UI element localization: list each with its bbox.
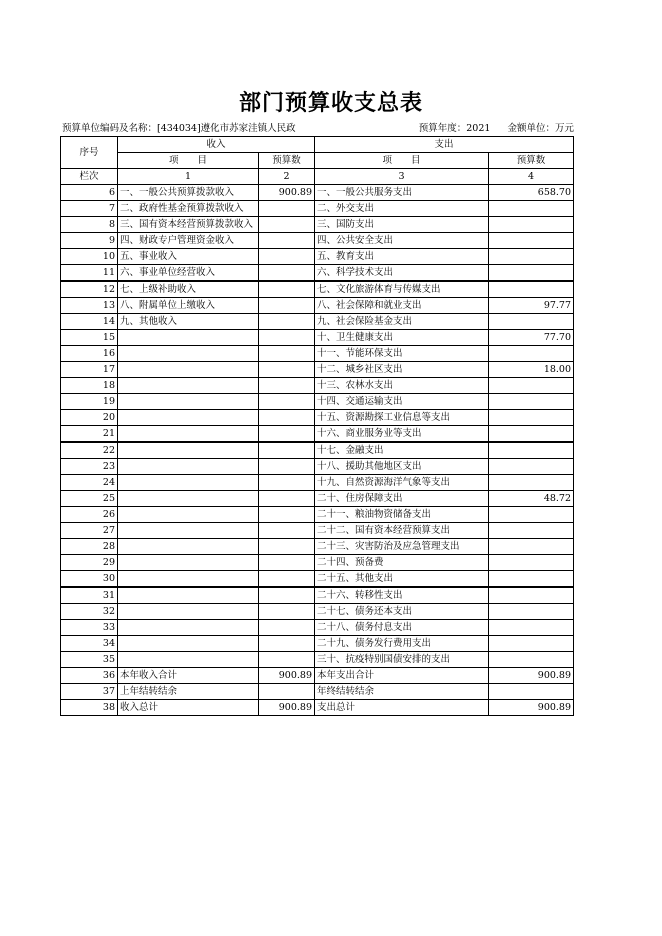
expense-item-cell: 一、一般公共服务支出 xyxy=(315,185,489,201)
income-amount-cell xyxy=(259,442,315,459)
income-item-cell: 收入总计 xyxy=(118,700,259,716)
income-amount-cell: 900.89 xyxy=(259,185,315,201)
seq-header: 序号 xyxy=(61,137,118,169)
income-item-cell xyxy=(118,636,259,652)
income-amount-cell xyxy=(259,362,315,378)
expense-item-cell: 十、卫生健康支出 xyxy=(315,330,489,346)
income-item-cell: 上年结转结余 xyxy=(118,684,259,700)
expense-amount-cell: 18.00 xyxy=(489,362,574,378)
row-number-cell: 12 xyxy=(61,281,118,298)
expense-item-cell: 二十七、债务还本支出 xyxy=(315,604,489,620)
expense-amount-cell xyxy=(489,410,574,426)
row-number-cell: 29 xyxy=(61,555,118,571)
expense-item-cell: 三十、抗疫特别国债安排的支出 xyxy=(315,652,489,668)
expense-amount-cell xyxy=(489,265,574,282)
expense-item-cell: 六、科学技术支出 xyxy=(315,265,489,282)
income-item-cell: 四、财政专户管理资金收入 xyxy=(118,233,259,249)
expense-amount-cell xyxy=(489,459,574,475)
income-amount-cell xyxy=(259,507,315,523)
expense-amount-cell xyxy=(489,249,574,265)
income-item-cell: 七、上级补助收入 xyxy=(118,281,259,298)
table-header xyxy=(61,137,574,185)
income-item-header: 项 目 xyxy=(118,153,259,169)
row-number-cell: 14 xyxy=(61,314,118,330)
table-row xyxy=(61,604,574,620)
income-item-cell xyxy=(118,587,259,604)
income-item-cell: 三、国有资本经营预算拨款收入 xyxy=(118,217,259,233)
table-row xyxy=(61,652,574,668)
income-item-cell xyxy=(118,507,259,523)
row-number-cell: 27 xyxy=(61,523,118,539)
money-unit-label: 金额单位：万元 xyxy=(507,123,574,134)
income-item-cell xyxy=(118,330,259,346)
income-item-cell: 本年收入合计 xyxy=(118,668,259,684)
income-item-cell xyxy=(118,442,259,459)
row-number-cell: 34 xyxy=(61,636,118,652)
expense-amount-cell: 77.70 xyxy=(489,330,574,346)
income-item-cell: 八、附属单位上缴收入 xyxy=(118,298,259,314)
expense-item-cell: 十一、节能环保支出 xyxy=(315,346,489,362)
expense-amount-cell xyxy=(489,571,574,588)
expense-amount-cell xyxy=(489,555,574,571)
row-number-cell: 7 xyxy=(61,201,118,217)
column-index-2: 2 xyxy=(259,169,315,185)
expense-amount-cell: 97.77 xyxy=(489,298,574,314)
row-number-cell: 32 xyxy=(61,604,118,620)
income-item-cell xyxy=(118,523,259,539)
income-amount-cell xyxy=(259,330,315,346)
expense-item-cell: 二十九、债务发行费用支出 xyxy=(315,636,489,652)
income-amount-cell xyxy=(259,620,315,636)
column-index-4: 4 xyxy=(489,169,574,185)
income-amount-cell xyxy=(259,426,315,443)
income-item-cell xyxy=(118,459,259,475)
income-amount-cell xyxy=(259,394,315,410)
row-number-cell: 31 xyxy=(61,587,118,604)
expense-item-cell: 十六、商业服务业等支出 xyxy=(315,426,489,443)
expense-amount-cell xyxy=(489,684,574,700)
expense-item-cell: 二十五、其他支出 xyxy=(315,571,489,588)
expense-amount-cell: 48.72 xyxy=(489,491,574,507)
income-amount-cell xyxy=(259,459,315,475)
income-item-cell: 六、事业单位经营收入 xyxy=(118,265,259,282)
expense-amount-cell xyxy=(489,523,574,539)
expense-amount-cell xyxy=(489,507,574,523)
row-number-cell: 16 xyxy=(61,346,118,362)
income-item-cell xyxy=(118,346,259,362)
income-amount-cell xyxy=(259,539,315,555)
income-item-cell xyxy=(118,394,259,410)
expense-item-cell: 四、公共安全支出 xyxy=(315,233,489,249)
expense-item-cell: 二十、住房保障支出 xyxy=(315,491,489,507)
table-row xyxy=(61,346,574,362)
column-index-1: 1 xyxy=(118,169,259,185)
table-row xyxy=(61,507,574,523)
expense-amount-cell xyxy=(489,201,574,217)
income-item-cell xyxy=(118,555,259,571)
income-amount-cell xyxy=(259,652,315,668)
budget-table xyxy=(60,136,574,716)
expense-item-cell: 二十六、转移性支出 xyxy=(315,587,489,604)
expense-item-cell: 八、社会保障和就业支出 xyxy=(315,298,489,314)
income-amount-cell: 900.89 xyxy=(259,668,315,684)
expense-amount-cell xyxy=(489,636,574,652)
table-row xyxy=(61,539,574,555)
income-item-cell xyxy=(118,620,259,636)
row-number-cell: 25 xyxy=(61,491,118,507)
row-number-cell: 15 xyxy=(61,330,118,346)
row-number-cell: 9 xyxy=(61,233,118,249)
income-item-cell xyxy=(118,426,259,443)
expense-item-cell: 三、国防支出 xyxy=(315,217,489,233)
income-item-cell xyxy=(118,571,259,588)
income-item-cell: 五、事业收入 xyxy=(118,249,259,265)
income-amount-cell xyxy=(259,233,315,249)
expense-item-cell: 十二、城乡社区支出 xyxy=(315,362,489,378)
expense-item-cell: 十三、农林水支出 xyxy=(315,378,489,394)
row-number-cell: 28 xyxy=(61,539,118,555)
table-row xyxy=(61,410,574,426)
expense-item-cell: 二十八、债务付息支出 xyxy=(315,620,489,636)
income-amount-cell xyxy=(259,604,315,620)
row-number-cell: 26 xyxy=(61,507,118,523)
column-index-label: 栏次 xyxy=(61,169,118,185)
table-row xyxy=(61,249,574,265)
expense-amount-cell xyxy=(489,604,574,620)
income-item-cell xyxy=(118,539,259,555)
income-amount-cell xyxy=(259,378,315,394)
income-amount-cell xyxy=(259,410,315,426)
row-number-cell: 19 xyxy=(61,394,118,410)
expense-item-cell: 二十二、国有资本经营预算支出 xyxy=(315,523,489,539)
table-row xyxy=(61,314,574,330)
table-row xyxy=(61,668,574,684)
column-index-3: 3 xyxy=(315,169,489,185)
income-amount-cell xyxy=(259,281,315,298)
table-row xyxy=(61,426,574,443)
table-row xyxy=(61,233,574,249)
row-number-cell: 17 xyxy=(61,362,118,378)
income-amount-cell xyxy=(259,684,315,700)
expense-amount-cell xyxy=(489,475,574,491)
row-number-cell: 18 xyxy=(61,378,118,394)
expense-item-cell: 十五、资源勘探工业信息等支出 xyxy=(315,410,489,426)
table-row xyxy=(61,378,574,394)
expense-budget-header: 预算数 xyxy=(489,153,574,169)
meta-right xyxy=(405,122,574,136)
row-number-cell: 24 xyxy=(61,475,118,491)
income-item-cell xyxy=(118,475,259,491)
income-amount-cell xyxy=(259,298,315,314)
table-row xyxy=(61,217,574,233)
table-row xyxy=(61,281,574,298)
expense-item-cell: 二十一、粮油物资储备支出 xyxy=(315,507,489,523)
table-row xyxy=(61,362,574,378)
expense-item-header: 项 目 xyxy=(315,153,489,169)
expense-amount-cell: 900.89 xyxy=(489,700,574,716)
table-row xyxy=(61,684,574,700)
row-number-cell: 22 xyxy=(61,442,118,459)
expense-amount-cell xyxy=(489,539,574,555)
income-amount-cell xyxy=(259,491,315,507)
expense-item-cell: 十七、金融支出 xyxy=(315,442,489,459)
expense-item-cell: 二、外交支出 xyxy=(315,201,489,217)
row-number-cell: 8 xyxy=(61,217,118,233)
table-row xyxy=(61,475,574,491)
expense-amount-cell xyxy=(489,394,574,410)
income-amount-cell xyxy=(259,314,315,330)
budget-year-label: 预算年度：2021 xyxy=(418,123,491,134)
row-number-cell: 20 xyxy=(61,410,118,426)
income-item-cell: 二、政府性基金预算拨款收入 xyxy=(118,201,259,217)
table-row xyxy=(61,587,574,604)
expense-amount-cell xyxy=(489,652,574,668)
income-item-cell xyxy=(118,652,259,668)
expense-item-cell: 五、教育支出 xyxy=(315,249,489,265)
row-number-cell: 6 xyxy=(61,185,118,201)
income-item-cell xyxy=(118,491,259,507)
budget-unit-label: 预算单位编码及名称：[434034]遵化市苏家洼镇人民政 xyxy=(62,123,296,134)
expense-amount-cell xyxy=(489,281,574,298)
income-amount-cell xyxy=(259,265,315,282)
expense-item-cell: 九、社会保险基金支出 xyxy=(315,314,489,330)
income-amount-cell xyxy=(259,523,315,539)
expense-amount-cell xyxy=(489,378,574,394)
income-amount-cell xyxy=(259,636,315,652)
table-row xyxy=(61,394,574,410)
income-amount-cell xyxy=(259,249,315,265)
row-number-cell: 30 xyxy=(61,571,118,588)
expense-item-cell: 十四、交通运输支出 xyxy=(315,394,489,410)
expense-item-cell: 十九、自然资源海洋气象等支出 xyxy=(315,475,489,491)
income-amount-cell xyxy=(259,217,315,233)
income-amount-cell xyxy=(259,346,315,362)
income-item-cell: 九、其他收入 xyxy=(118,314,259,330)
income-budget-header: 预算数 xyxy=(259,153,315,169)
income-header: 收入 xyxy=(118,137,315,153)
expense-amount-cell: 900.89 xyxy=(489,668,574,684)
row-number-cell: 23 xyxy=(61,459,118,475)
income-item-cell xyxy=(118,604,259,620)
income-amount-cell xyxy=(259,475,315,491)
table-row xyxy=(61,491,574,507)
row-number-cell: 10 xyxy=(61,249,118,265)
row-number-cell: 21 xyxy=(61,426,118,443)
expense-item-cell: 年终结转结余 xyxy=(315,684,489,700)
income-amount-cell: 900.89 xyxy=(259,700,315,716)
income-item-cell xyxy=(118,362,259,378)
income-amount-cell xyxy=(259,555,315,571)
row-number-cell: 35 xyxy=(61,652,118,668)
expense-item-cell: 七、文化旅游体育与传媒支出 xyxy=(315,281,489,298)
income-amount-cell xyxy=(259,571,315,588)
expense-item-cell: 支出总计 xyxy=(315,700,489,716)
table-row xyxy=(61,636,574,652)
expense-amount-cell xyxy=(489,346,574,362)
table-row xyxy=(61,523,574,539)
row-number-cell: 37 xyxy=(61,684,118,700)
expense-item-cell: 十八、援助其他地区支出 xyxy=(315,459,489,475)
table-row xyxy=(61,201,574,217)
expense-amount-cell xyxy=(489,233,574,249)
income-item-cell xyxy=(118,378,259,394)
table-row xyxy=(61,330,574,346)
income-amount-cell xyxy=(259,201,315,217)
income-amount-cell xyxy=(259,587,315,604)
income-item-cell: 一、一般公共预算拨款收入 xyxy=(118,185,259,201)
page-title: 部门预算收支总表 xyxy=(238,90,423,116)
expense-item-cell: 二十四、预备费 xyxy=(315,555,489,571)
table-row xyxy=(61,555,574,571)
table-meta xyxy=(60,122,574,136)
row-number-cell: 36 xyxy=(61,668,118,684)
expense-amount-cell xyxy=(489,217,574,233)
table-row xyxy=(61,620,574,636)
table-row xyxy=(61,265,574,282)
expense-amount-cell: 658.70 xyxy=(489,185,574,201)
table-body xyxy=(61,185,574,716)
income-item-cell xyxy=(118,410,259,426)
expense-amount-cell xyxy=(489,620,574,636)
table-row xyxy=(61,185,574,201)
row-number-cell: 13 xyxy=(61,298,118,314)
expense-amount-cell xyxy=(489,314,574,330)
table-row xyxy=(61,442,574,459)
row-number-cell: 33 xyxy=(61,620,118,636)
expense-amount-cell xyxy=(489,587,574,604)
expense-item-cell: 本年支出合计 xyxy=(315,668,489,684)
table-row xyxy=(61,298,574,314)
expense-header: 支出 xyxy=(315,137,574,153)
row-number-cell: 11 xyxy=(61,265,118,282)
table-row xyxy=(61,459,574,475)
table-row xyxy=(61,700,574,716)
expense-item-cell: 二十三、灾害防治及应急管理支出 xyxy=(315,539,489,555)
expense-amount-cell xyxy=(489,442,574,459)
expense-amount-cell xyxy=(489,426,574,443)
table-row xyxy=(61,571,574,588)
row-number-cell: 38 xyxy=(61,700,118,716)
